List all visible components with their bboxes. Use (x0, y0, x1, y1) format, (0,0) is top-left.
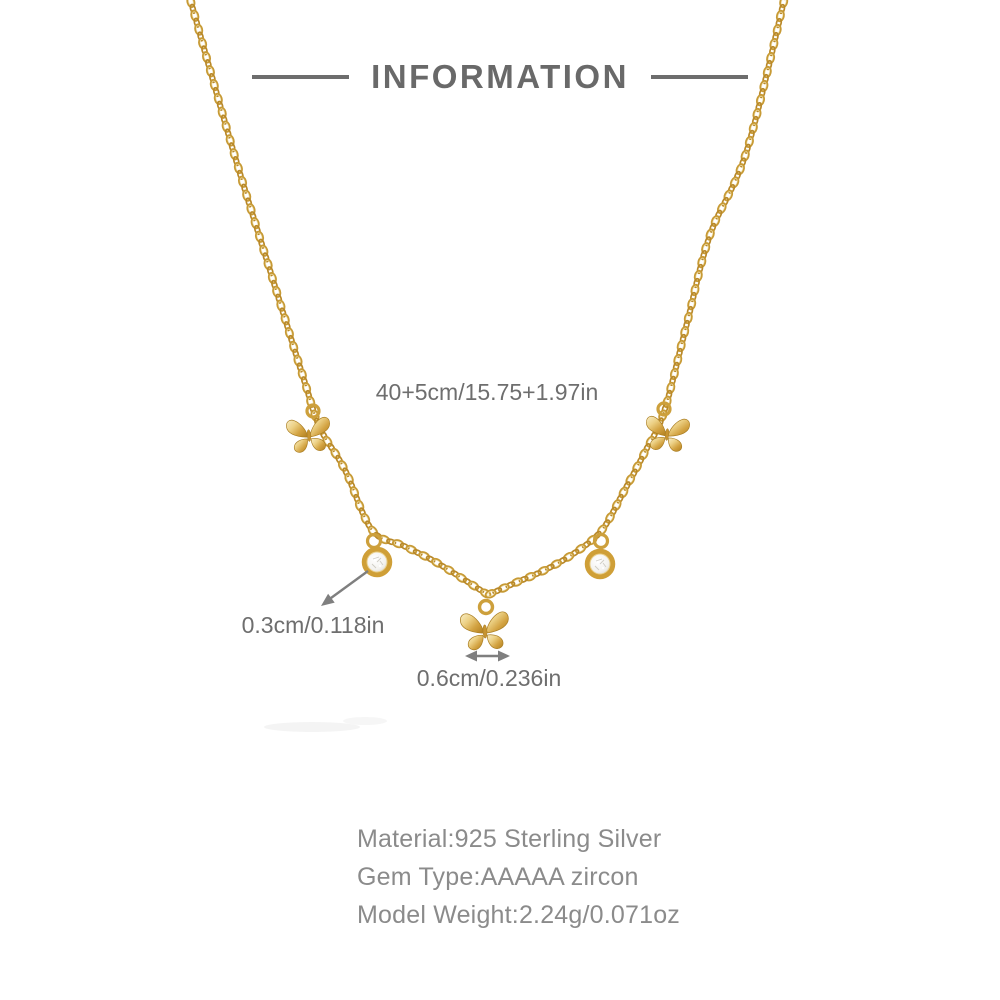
spec-gem-type: Gem Type:AAAAA zircon (357, 863, 639, 891)
title-dash-left (252, 75, 349, 79)
zircon-charm-right (588, 535, 613, 577)
butterfly-icon (644, 416, 690, 453)
spec-weight: Model Weight:2.24g/0.071oz (357, 901, 681, 929)
butterfly-charm-left (286, 405, 332, 453)
section-title: INFORMATION (371, 58, 629, 95)
chain-length-label: 40+5cm/15.75+1.97in (375, 379, 599, 405)
stone-size-arrow-icon (321, 571, 368, 606)
spec-material: Material:925 Sterling Silver (357, 825, 662, 853)
butterfly-icon (286, 417, 332, 454)
butterfly-charm-center (460, 601, 510, 651)
background-smudge (264, 717, 387, 732)
section-header (0, 57, 1000, 97)
charm-bail-icon (480, 601, 493, 614)
zircon-charm-left (365, 535, 390, 575)
butterfly-width-arrow-icon (465, 651, 510, 662)
butterfly-icon (460, 612, 510, 651)
product-specs (357, 820, 680, 934)
title-dash-right (651, 75, 748, 79)
stone-size-label: 0.3cm/0.118in (241, 612, 385, 638)
butterfly-width-label: 0.6cm/0.236in (416, 665, 562, 691)
